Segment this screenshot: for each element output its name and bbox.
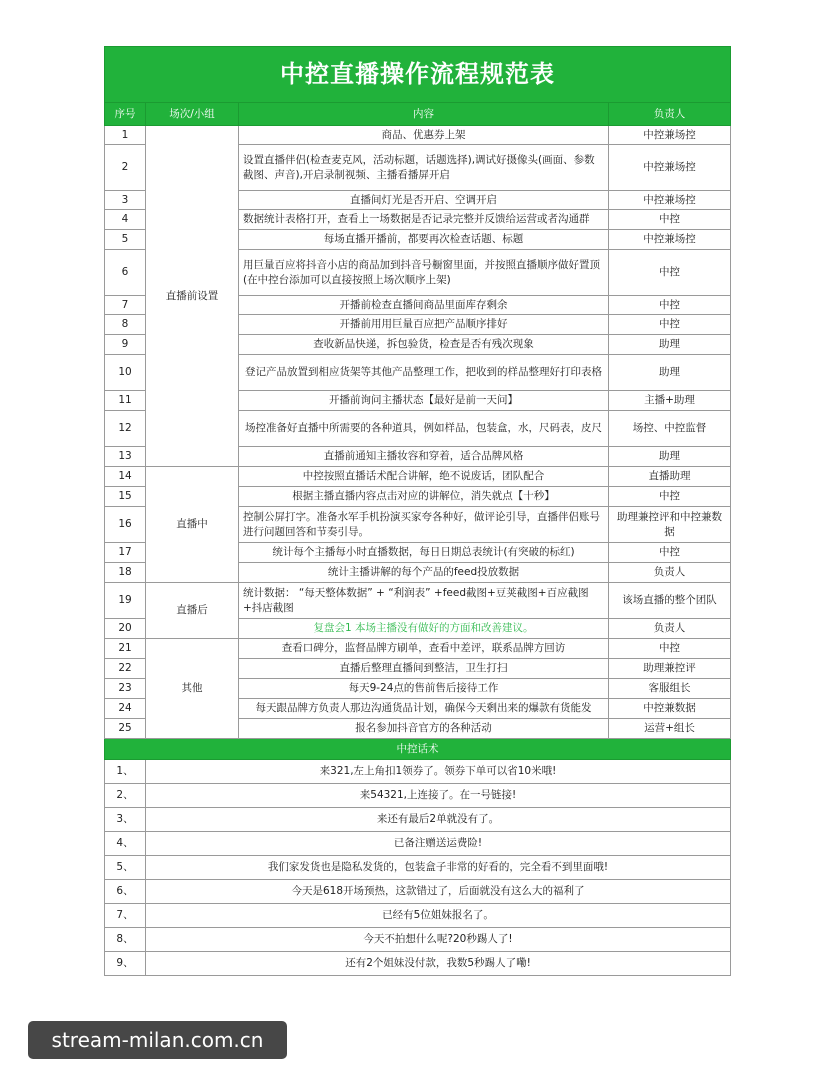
row-owner: 场控、中控监督: [609, 411, 731, 447]
script-text: 已备注赠送运费险!: [146, 832, 731, 856]
row-number: 15: [105, 487, 146, 507]
row-number: 4: [105, 210, 146, 230]
row-owner: 中控兼场控: [609, 230, 731, 250]
script-number: 2、: [105, 784, 146, 808]
column-header-owner: 负责人: [609, 103, 731, 126]
group-label: 直播前设置: [146, 126, 239, 467]
script-text: 我们家发货也是隐私发货的，包装盒子非常的好看的，完全看不到里面哦!: [146, 856, 731, 880]
row-content: 直播前通知主播妆容和穿着，适合品牌风格: [239, 447, 609, 467]
row-number: 21: [105, 639, 146, 659]
row-content: 数据统计表格打开，查看上一场数据是否记录完整并反馈给运营或者沟通群: [239, 210, 609, 230]
row-owner: 中控: [609, 250, 731, 296]
row-number: 14: [105, 467, 146, 487]
row-content: 开播前检查直播间商品里面库存剩余: [239, 296, 609, 315]
section-title: 中控话术: [105, 739, 731, 760]
row-number: 25: [105, 719, 146, 739]
row-content: 统计主播讲解的每个产品的feed投放数据: [239, 563, 609, 583]
script-row: [105, 952, 731, 976]
row-content: 用巨量百应将抖音小店的商品加到抖音号橱窗里面，并按照直播顺序做好置顶(在中控台添加可以直接按照上场次顺序上架): [239, 250, 609, 296]
row-content: 报名参加抖音官方的各种活动: [239, 719, 609, 739]
script-text: 来54321,上连接了。在一号链接!: [146, 784, 731, 808]
row-content: 直播间灯光是否开启、空调开启: [239, 191, 609, 210]
script-text: 今天不拍想什么呢?20秒踢人了!: [146, 928, 731, 952]
row-content: 开播前询问主播状态【最好是前一天问】: [239, 391, 609, 411]
row-content: 登记产品放置到相应货架等其他产品整理工作，把收到的样品整理好打印表格: [239, 355, 609, 391]
row-owner: 中控: [609, 487, 731, 507]
script-row: [105, 904, 731, 928]
column-header-group: 场次/小组: [146, 103, 239, 126]
table-row: [105, 583, 731, 619]
group-label: 其他: [146, 639, 239, 739]
row-owner: 中控: [609, 639, 731, 659]
script-number: 1、: [105, 760, 146, 784]
row-number: 9: [105, 335, 146, 355]
row-owner: 该场直播的整个团队: [609, 583, 731, 619]
sheet-title: 中控直播操作流程规范表: [105, 47, 731, 103]
row-content: 查看口碑分，监督品牌方刷单，查看中差评，联系品牌方回访: [239, 639, 609, 659]
section-header-row: [105, 739, 731, 760]
row-owner: 中控兼场控: [609, 145, 731, 191]
row-owner: 中控: [609, 315, 731, 335]
row-owner: 负责人: [609, 619, 731, 639]
row-number: 10: [105, 355, 146, 391]
row-content: 直播后整理直播间到整洁，卫生打扫: [239, 659, 609, 679]
row-content: 商品、优惠券上架: [239, 126, 609, 145]
script-text: 今天是618开场预热，这款错过了，后面就没有这么大的福利了: [146, 880, 731, 904]
script-number: 8、: [105, 928, 146, 952]
row-owner: 中控: [609, 210, 731, 230]
script-number: 3、: [105, 808, 146, 832]
row-number: 3: [105, 191, 146, 210]
row-owner: 中控: [609, 543, 731, 563]
row-number: 2: [105, 145, 146, 191]
row-owner: 中控兼数据: [609, 699, 731, 719]
script-text: 来321,左上角扣1领券了。领券下单可以省10米哦!: [146, 760, 731, 784]
group-label: 直播后: [146, 583, 239, 639]
table-row: [105, 639, 731, 659]
row-owner: 负责人: [609, 563, 731, 583]
row-content: 复盘会1 本场主播没有做好的方面和改善建议。: [239, 619, 609, 639]
row-owner: 中控兼场控: [609, 126, 731, 145]
row-number: 18: [105, 563, 146, 583]
row-content: 查收新品快递，拆包验货，检查是否有残次现象: [239, 335, 609, 355]
row-number: 1: [105, 126, 146, 145]
row-owner: 助理: [609, 355, 731, 391]
column-header-content: 内容: [239, 103, 609, 126]
script-text: 已经有5位姐妹报名了。: [146, 904, 731, 928]
script-row: [105, 856, 731, 880]
row-number: 16: [105, 507, 146, 543]
script-number: 4、: [105, 832, 146, 856]
row-content: 每场直播开播前，都要再次检查话题、标题: [239, 230, 609, 250]
row-number: 7: [105, 296, 146, 315]
table-row: [105, 467, 731, 487]
row-owner: 客服组长: [609, 679, 731, 699]
script-row: [105, 832, 731, 856]
row-content: 设置直播伴侣(检查麦克风，活动标题，话题选择),调试好摄像头(画面、参数截图、声音),开启录制视频、主播看播屏开启: [239, 145, 609, 191]
table-row: [105, 126, 731, 145]
row-number: 24: [105, 699, 146, 719]
row-owner: 助理兼控评和中控兼数据: [609, 507, 731, 543]
row-content: 每天9-24点的售前售后接待工作: [239, 679, 609, 699]
row-owner: 助理: [609, 335, 731, 355]
row-content: 场控准备好直播中所需要的各种道具，例如样品，包装盒，水，尺码表，皮尺: [239, 411, 609, 447]
process-sheet: [104, 46, 730, 976]
row-number: 22: [105, 659, 146, 679]
row-number: 5: [105, 230, 146, 250]
script-number: 5、: [105, 856, 146, 880]
row-owner: 直播助理: [609, 467, 731, 487]
script-number: 6、: [105, 880, 146, 904]
row-content: 统计数据： “每天整体数据” + “利润表” +feed截图+豆荚截图+百应截图+抖店截图: [239, 583, 609, 619]
row-number: 12: [105, 411, 146, 447]
row-number: 17: [105, 543, 146, 563]
process-table: [104, 46, 731, 976]
column-header-number: 序号: [105, 103, 146, 126]
watermark: stream-milan.com.cn: [28, 1021, 287, 1059]
row-content: 统计每个主播每小时直播数据，每日日期总表统计(有突破的标红): [239, 543, 609, 563]
row-owner: 中控兼场控: [609, 191, 731, 210]
script-text: 来还有最后2单就没有了。: [146, 808, 731, 832]
row-owner: 中控: [609, 296, 731, 315]
row-number: 20: [105, 619, 146, 639]
row-content: 控制公屏打字。准备水军手机扮演买家夸各种好，做评论引导，直播伴侣账号进行问题回答和节奏引导。: [239, 507, 609, 543]
script-number: 9、: [105, 952, 146, 976]
script-row: [105, 880, 731, 904]
row-content: 中控按照直播话术配合讲解，绝不说废话，团队配合: [239, 467, 609, 487]
script-row: [105, 784, 731, 808]
script-text: 还有2个姐妹没付款，我数5秒踢人了嘞!: [146, 952, 731, 976]
row-owner: 运营+组长: [609, 719, 731, 739]
row-number: 6: [105, 250, 146, 296]
row-number: 8: [105, 315, 146, 335]
row-content: 每天跟品牌方负责人那边沟通货品计划，确保今天剩出来的爆款有货能发: [239, 699, 609, 719]
script-number: 7、: [105, 904, 146, 928]
script-row: [105, 808, 731, 832]
row-number: 13: [105, 447, 146, 467]
row-owner: 主播+助理: [609, 391, 731, 411]
row-owner: 助理: [609, 447, 731, 467]
row-content: 根据主播直播内容点击对应的讲解位，消失就点【十秒】: [239, 487, 609, 507]
row-number: 11: [105, 391, 146, 411]
row-owner: 助理兼控评: [609, 659, 731, 679]
group-label: 直播中: [146, 467, 239, 583]
script-row: [105, 760, 731, 784]
row-content: 开播前用用巨量百应把产品顺序排好: [239, 315, 609, 335]
script-row: [105, 928, 731, 952]
row-number: 23: [105, 679, 146, 699]
row-number: 19: [105, 583, 146, 619]
